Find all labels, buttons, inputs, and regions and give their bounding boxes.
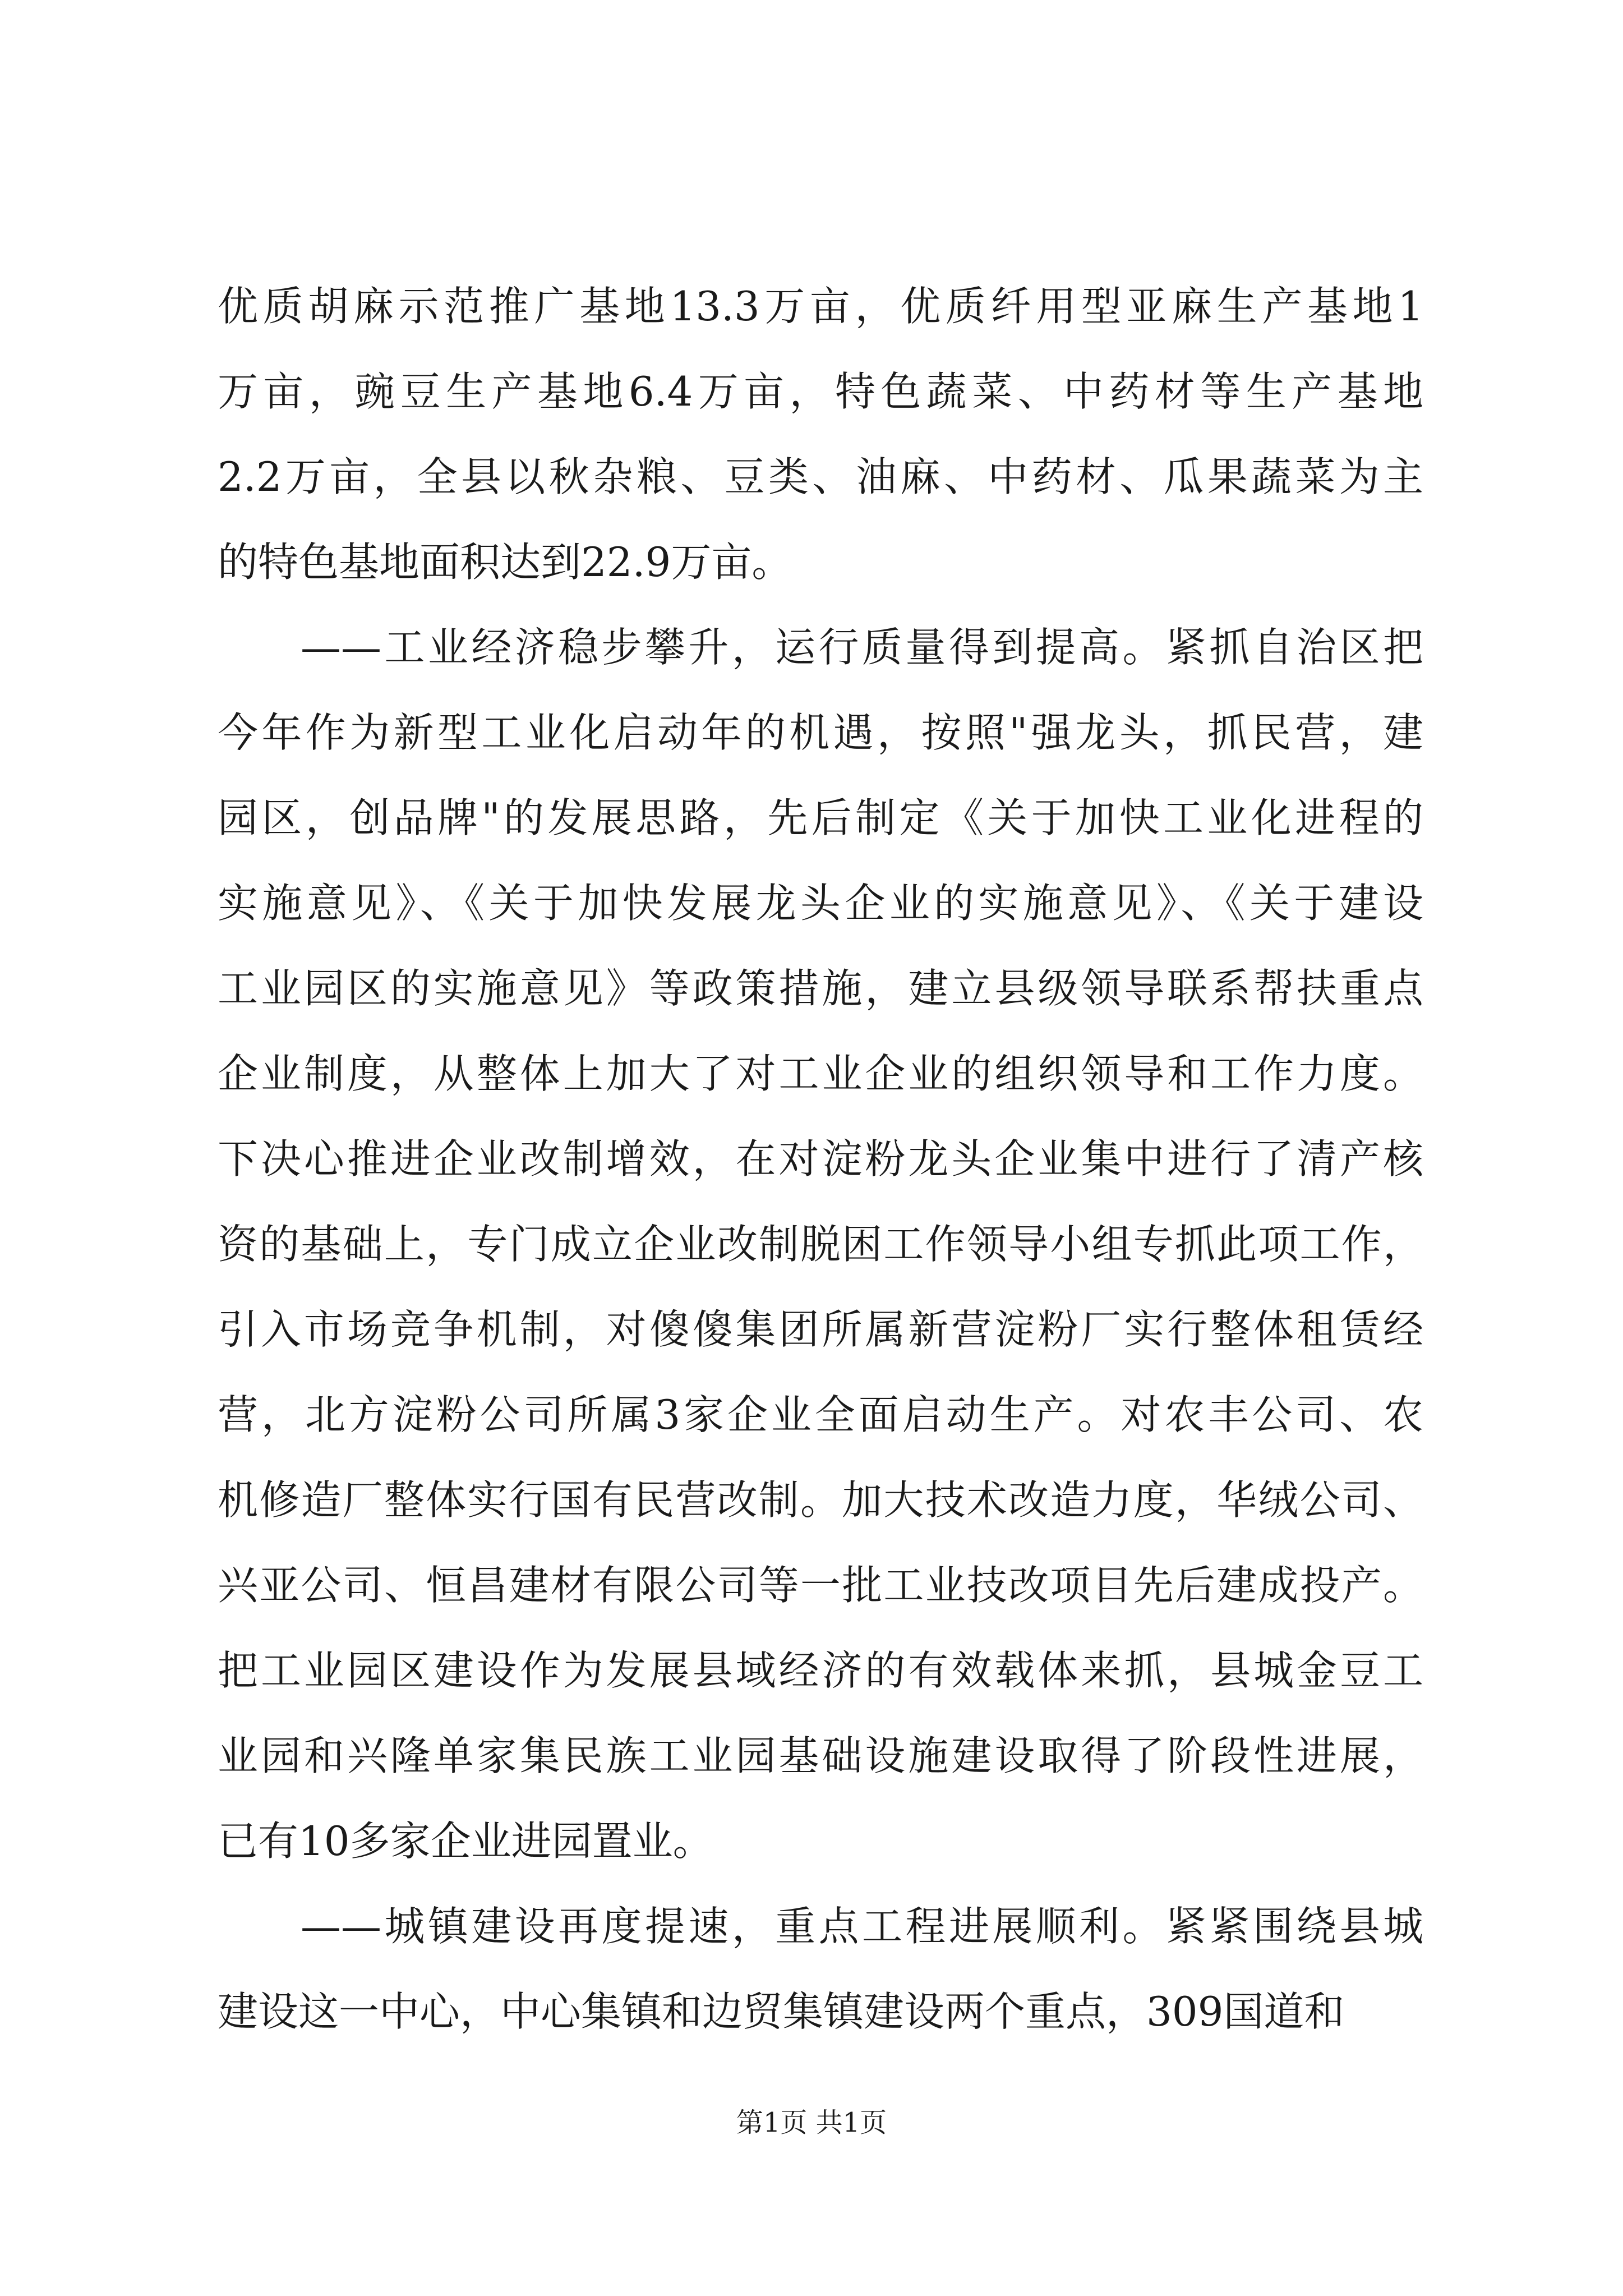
text-line: 已有10多家企业进园置业。	[218, 1818, 713, 1865]
text-line: 建设这一中心，中心集镇和边贸集镇建设两个重点，309国道和	[218, 1988, 1345, 2035]
text-line: 工业园区的实施意见》等政策措施，建立县级领导联系帮扶重点	[218, 965, 1423, 1012]
text-line: 优质胡麻示范推广基地13.3万亩，优质纤用型亚麻生产基地1	[218, 283, 1423, 330]
text-line: 实施意见》、《关于加快发展龙头企业的实施意见》、《关于建设	[218, 880, 1423, 927]
paragraph-urban-construction	[218, 1884, 1423, 2054]
text-line: 把工业园区建设作为发展县域经济的有效载体来抓，县城金豆工	[218, 1647, 1423, 1694]
text-line: 今年作为新型工业化启动年的机遇，按照"强龙头，抓民营，建	[218, 709, 1423, 756]
text-line: 下决心推进企业改制增效，在对淀粉龙头企业集中进行了清产核	[218, 1135, 1423, 1182]
text-line: 园区，创品牌"的发展思路，先后制定《关于加快工业化进程的	[218, 794, 1423, 841]
page-footer: 第1页 共1页	[736, 2107, 887, 2138]
text-line: 万亩，豌豆生产基地6.4万亩，特色蔬菜、中药材等生产基地	[218, 368, 1423, 415]
paragraph-agriculture-bases	[218, 264, 1423, 605]
text-line: ——工业经济稳步攀升，运行质量得到提高。紧抓自治区把	[301, 624, 1423, 671]
body-text	[218, 264, 1423, 2054]
text-line: 资的基础上，专门成立企业改制脱困工作领导小组专抓此项工作，	[218, 1221, 1423, 1268]
text-line: 机修造厂整体实行国有民营改制。加大技术改造力度，华绒公司、	[218, 1476, 1423, 1524]
text-line: ——城镇建设再度提速，重点工程进展顺利。紧紧围绕县城	[301, 1903, 1423, 1950]
text-line: 的特色基地面积达到22.9万亩。	[218, 539, 792, 586]
text-line: 2.2万亩，全县以秋杂粮、豆类、油麻、中药材、瓜果蔬菜为主	[218, 453, 1423, 500]
text-line: 兴亚公司、恒昌建材有限公司等一批工业技改项目先后建成投产。	[218, 1562, 1423, 1609]
text-line: 引入市场竞争机制，对傻傻集团所属新营淀粉厂实行整体租赁经	[218, 1306, 1423, 1353]
text-line: 营，北方淀粉公司所属3家企业全面启动生产。对农丰公司、农	[218, 1391, 1423, 1438]
text-line: 业园和兴隆单家集民族工业园基础设施建设取得了阶段性进展，	[218, 1732, 1423, 1779]
text-line: 企业制度，从整体上加大了对工业企业的组织领导和工作力度。	[218, 1050, 1423, 1097]
paragraph-industrial-economy	[218, 605, 1423, 1884]
